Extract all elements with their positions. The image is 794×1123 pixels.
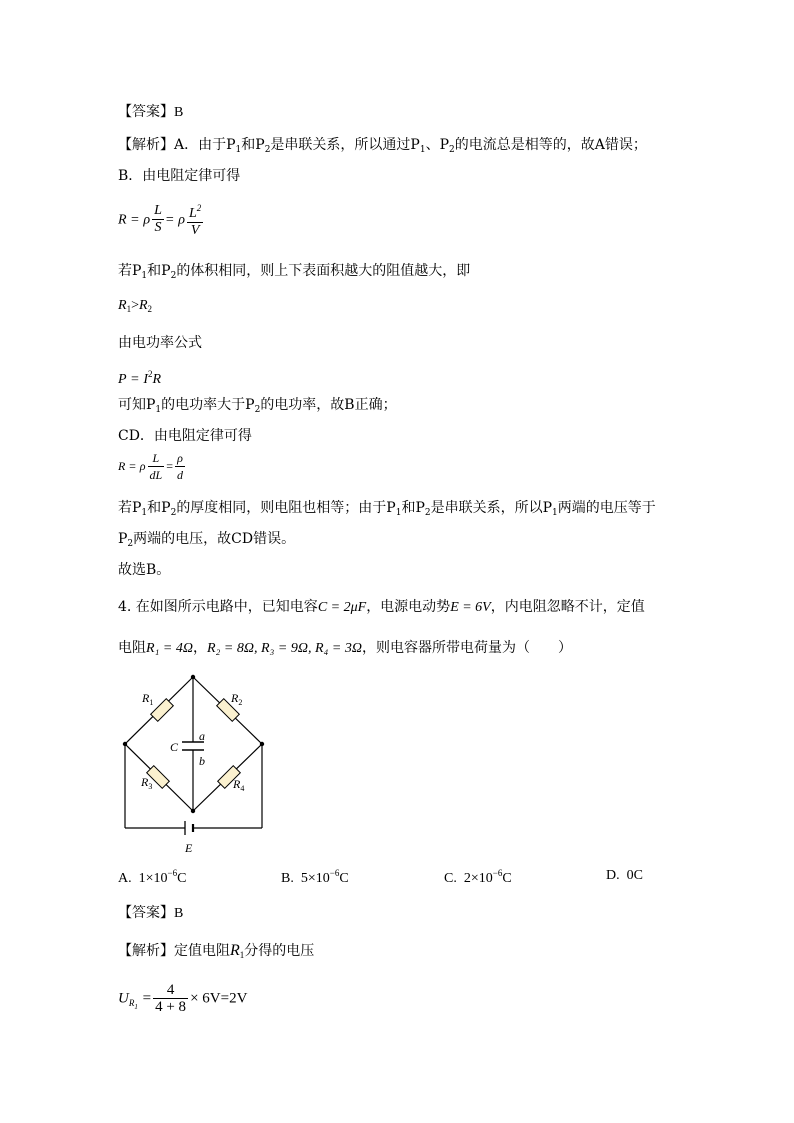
capacitance-value: C = 2μF: [317, 600, 367, 615]
analysis-line-thickness-2: $P_2$两端的电压，故CD错误。: [118, 531, 296, 549]
question-4-line-1: [118, 597, 645, 618]
analysis-label: 【解析】: [118, 137, 174, 153]
question-text: ，电源电动势: [366, 599, 451, 615]
question-text: 电阻: [118, 640, 146, 656]
analysis-line-power-conclusion: 可知$P_1$的电功率大于$P_2$的电功率，故B正确；: [118, 397, 397, 415]
option-c[interactable]: [444, 868, 512, 887]
analysis-text: B．由电阻定律可得: [118, 168, 241, 184]
option-letter: B.: [281, 871, 294, 886]
option-d[interactable]: [606, 868, 643, 884]
analysis-text: 定值电阻: [174, 943, 230, 959]
option-unit: C: [177, 871, 187, 886]
formula-denominator: 4 + 8: [155, 999, 187, 1015]
option-value: 5×10: [300, 871, 330, 886]
formula-resistance-2: R = ρ $\frac{L}{dL}$ = $\frac{\rho}{d}$: [118, 451, 184, 482]
option-letter: C.: [444, 871, 457, 886]
formula-inequality: $R_1>R_2$: [118, 298, 153, 314]
analysis-line-choose: [118, 560, 170, 580]
formula-tail: × 6V=2V: [190, 990, 248, 1007]
formula-power: $P = I^2R$: [118, 369, 162, 387]
question-text: 4. 在如图所示电路中，已知电容: [118, 599, 318, 615]
formula-voltage: $U_{R_1}$ = $\frac{4}{4 + 8}$ × 6V=2V: [118, 982, 248, 1015]
question-text: ，: [193, 640, 207, 656]
option-exp: −6: [329, 868, 340, 878]
option-unit: C: [339, 871, 349, 886]
analysis-text: 是串联关系，所以P: [430, 500, 553, 516]
r1-subscript: 1: [239, 950, 245, 960]
option-b[interactable]: [281, 868, 349, 887]
r1-value: R₁ = 4Ω: [146, 641, 193, 656]
answer-value: B: [174, 906, 184, 921]
analysis-text: 、P: [425, 137, 449, 153]
option-letter: D.: [606, 868, 620, 883]
analysis-text: 由电功率公式: [118, 335, 202, 351]
resistor-r1: [151, 699, 174, 722]
analysis-text: 的电功率，故B正确；: [260, 397, 397, 413]
analysis-text: 的厚度相同，则电阻也相等；由于P: [176, 500, 396, 516]
label-a: a: [199, 729, 205, 743]
analysis-text: 可知P: [118, 397, 156, 413]
emf-value: E = 6V: [450, 600, 491, 615]
analysis-text: 若P: [118, 263, 142, 279]
label-r3: $R_3$: [141, 775, 153, 791]
analysis-text: 的电流总是相等的，故A错误；: [454, 137, 647, 153]
analysis-line-b: [118, 166, 240, 186]
analysis-text: P: [118, 531, 128, 547]
analysis-text: 的电功率大于P: [161, 397, 255, 413]
analysis-text: 是串联关系，所以通过P: [270, 137, 420, 153]
analysis-text: 若P: [118, 500, 142, 516]
label-c: C: [170, 740, 179, 754]
answer-label: 【答案】: [118, 104, 174, 120]
analysis-line-cd: [118, 426, 252, 446]
analysis-text: 和P: [401, 500, 425, 516]
analysis-text: 的体积相同，则上下表面积越大的阻值越大，即: [176, 263, 471, 279]
answer-line-1: [118, 102, 183, 123]
circuit-diagram: [112, 670, 282, 860]
analysis-text: CD．由电阻定律可得: [118, 428, 252, 444]
label-r4: $R_4$: [233, 777, 245, 793]
analysis-text: 和P: [147, 263, 171, 279]
analysis-text: 和P: [147, 500, 171, 516]
analysis-line-r1: [118, 941, 314, 965]
label-r1: $R_1$: [142, 691, 154, 707]
formula-resistance-1: R = ρ $\frac{L}{S}$ = ρ $\frac{L^2}{V}$: [118, 200, 205, 239]
analysis-line-power-intro: [118, 333, 202, 353]
option-exp: −6: [492, 868, 503, 878]
option-a[interactable]: [118, 868, 186, 887]
analysis-text: A．由于P: [174, 137, 236, 153]
label-b: b: [199, 754, 205, 768]
r-values: R₂ = 8Ω, R₃ = 9Ω, R₄ = 3Ω: [207, 641, 362, 656]
question-text: ，则电容器所带电荷量为（ ）: [361, 640, 572, 656]
analysis-text: 两端的电压等于: [557, 500, 656, 516]
analysis-text: 故选B。: [118, 562, 171, 578]
analysis-line-volume: 若$P_1$和$P_2$的体积相同，则上下表面积越大的阻值越大，即: [118, 263, 471, 281]
analysis-line-thickness: 若$P_1$和$P_2$的厚度相同，则电阻也相等；由于$P_1$和$P_2$是串联关系，所以$P_1$两端的电压等于: [118, 500, 656, 518]
option-unit: C: [502, 871, 512, 886]
analysis-text: 分得的电压: [244, 943, 315, 959]
label-e: E: [185, 841, 193, 855]
answer-value: B: [174, 105, 184, 120]
option-value: 0C: [626, 868, 643, 883]
formula-numerator: 4: [153, 982, 188, 999]
option-exp: −6: [167, 868, 178, 878]
answer-label: 【答案】: [118, 905, 174, 921]
question-text: ，内电阻忽略不计，定值: [490, 599, 645, 615]
option-letter: A.: [118, 871, 132, 886]
option-value: 1×10: [138, 871, 168, 886]
question-4-line-2: [118, 638, 572, 659]
analysis-text: 两端的电压，故CD错误。: [133, 531, 296, 547]
label-r2: $R_2$: [231, 691, 243, 707]
analysis-label: 【解析】: [118, 943, 174, 959]
analysis-text: 和P: [241, 137, 265, 153]
option-value: 2×10: [463, 871, 493, 886]
analysis-line-a: 【解析】A．由于$P_1$和$P_2$是串联关系，所以通过$P_1$、$P_2$的电流总是相等的，故A错误；: [118, 137, 647, 155]
r1-symbol: R: [230, 942, 240, 959]
answer-line-2: [118, 903, 183, 924]
